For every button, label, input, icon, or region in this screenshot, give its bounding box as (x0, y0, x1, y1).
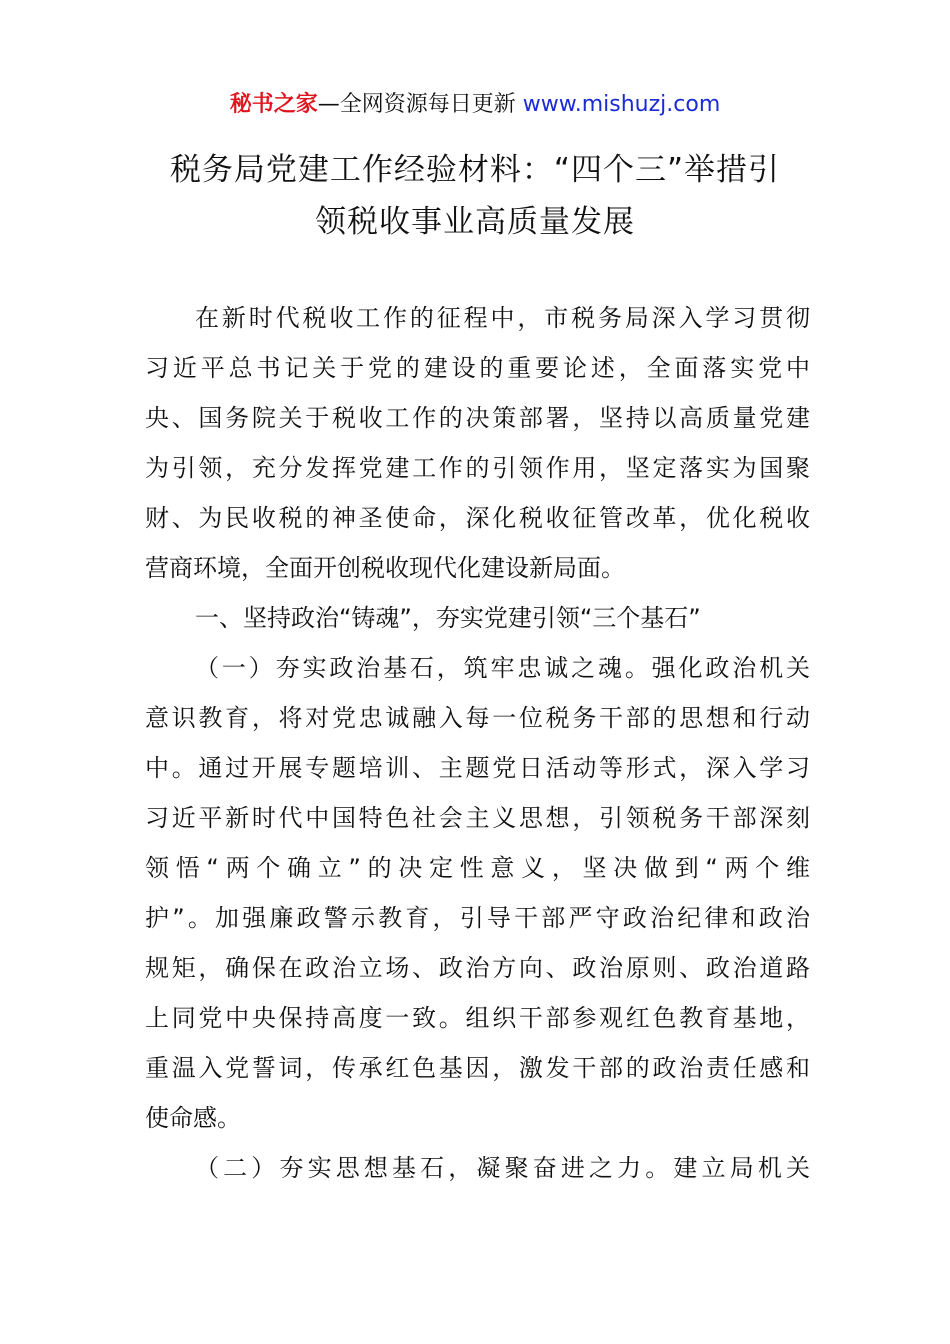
paragraph-line: 央、国务院关于税收工作的决策部署，坚持以高质量党建 (145, 404, 810, 432)
paragraph-line: 规矩，确保在政治立场、政治方向、政治原则、政治道路 (145, 954, 810, 982)
site-url-link[interactable]: www.mishuzj.com (522, 92, 721, 117)
paragraph-line: 领悟“两个确立”的决定性意义，坚决做到“两个维 (145, 854, 810, 882)
paragraph-line: （二）夯实思想基石，凝聚奋进之力。建立局机关 (195, 1154, 810, 1182)
title-line: 领税收事业高质量发展 (315, 204, 635, 240)
paragraph-line: 重温入党誓词，传承红色基因，激发干部的政治责任感和 (145, 1054, 810, 1082)
section-heading-line: 一、坚持政治“铸魂”，夯实党建引领“三个基石” (195, 604, 701, 632)
paragraph-line: （一）夯实政治基石，筑牢忠诚之魂。强化政治机关 (195, 654, 810, 682)
paragraph-line: 意识教育，将对党忠诚融入每一位税务干部的思想和行动 (145, 704, 810, 732)
paragraph-line: 护”。加强廉政警示教育，引导干部严守政治纪律和政治 (145, 904, 810, 932)
paragraph-line: 中。通过开展专题培训、主题党日活动等形式，深入学习 (145, 754, 810, 782)
brand-name: 秘书之家 (229, 92, 318, 117)
paragraph-line: 习近平总书记关于党的建设的重要论述，全面落实党中 (145, 354, 810, 382)
paragraph-subsection-1 (145, 643, 810, 1143)
paragraph-intro (145, 293, 810, 593)
section-heading (145, 593, 810, 643)
title-line: 税务局党建工作经验材料：“四个三”举措引 (169, 152, 781, 188)
paragraph-subsection-2 (145, 1143, 810, 1193)
paragraph-line: 上同党中央保持高度一致。组织干部参观红色教育基地， (145, 1004, 810, 1032)
paragraph-line: 在新时代税收工作的征程中，市税务局深入学习贯彻 (195, 304, 810, 332)
paragraph-line: 习近平新时代中国特色社会主义思想，引领税务干部深刻 (145, 804, 810, 832)
paragraph-line: 使命感。 (145, 1104, 241, 1132)
paragraph-line: 财、为民收税的神圣使命，深化税收征管改革，优化税收 (145, 504, 810, 532)
paragraph-line: 营商环境，全面开创税收现代化建设新局面。 (145, 554, 625, 582)
paragraph-line: 为引领，充分发挥党建工作的引领作用，坚定落实为国聚 (145, 454, 810, 482)
header-banner (0, 88, 950, 122)
document-body (145, 293, 810, 1193)
header-tagline: —全网资源每日更新 (317, 92, 516, 117)
document-title (100, 144, 850, 248)
